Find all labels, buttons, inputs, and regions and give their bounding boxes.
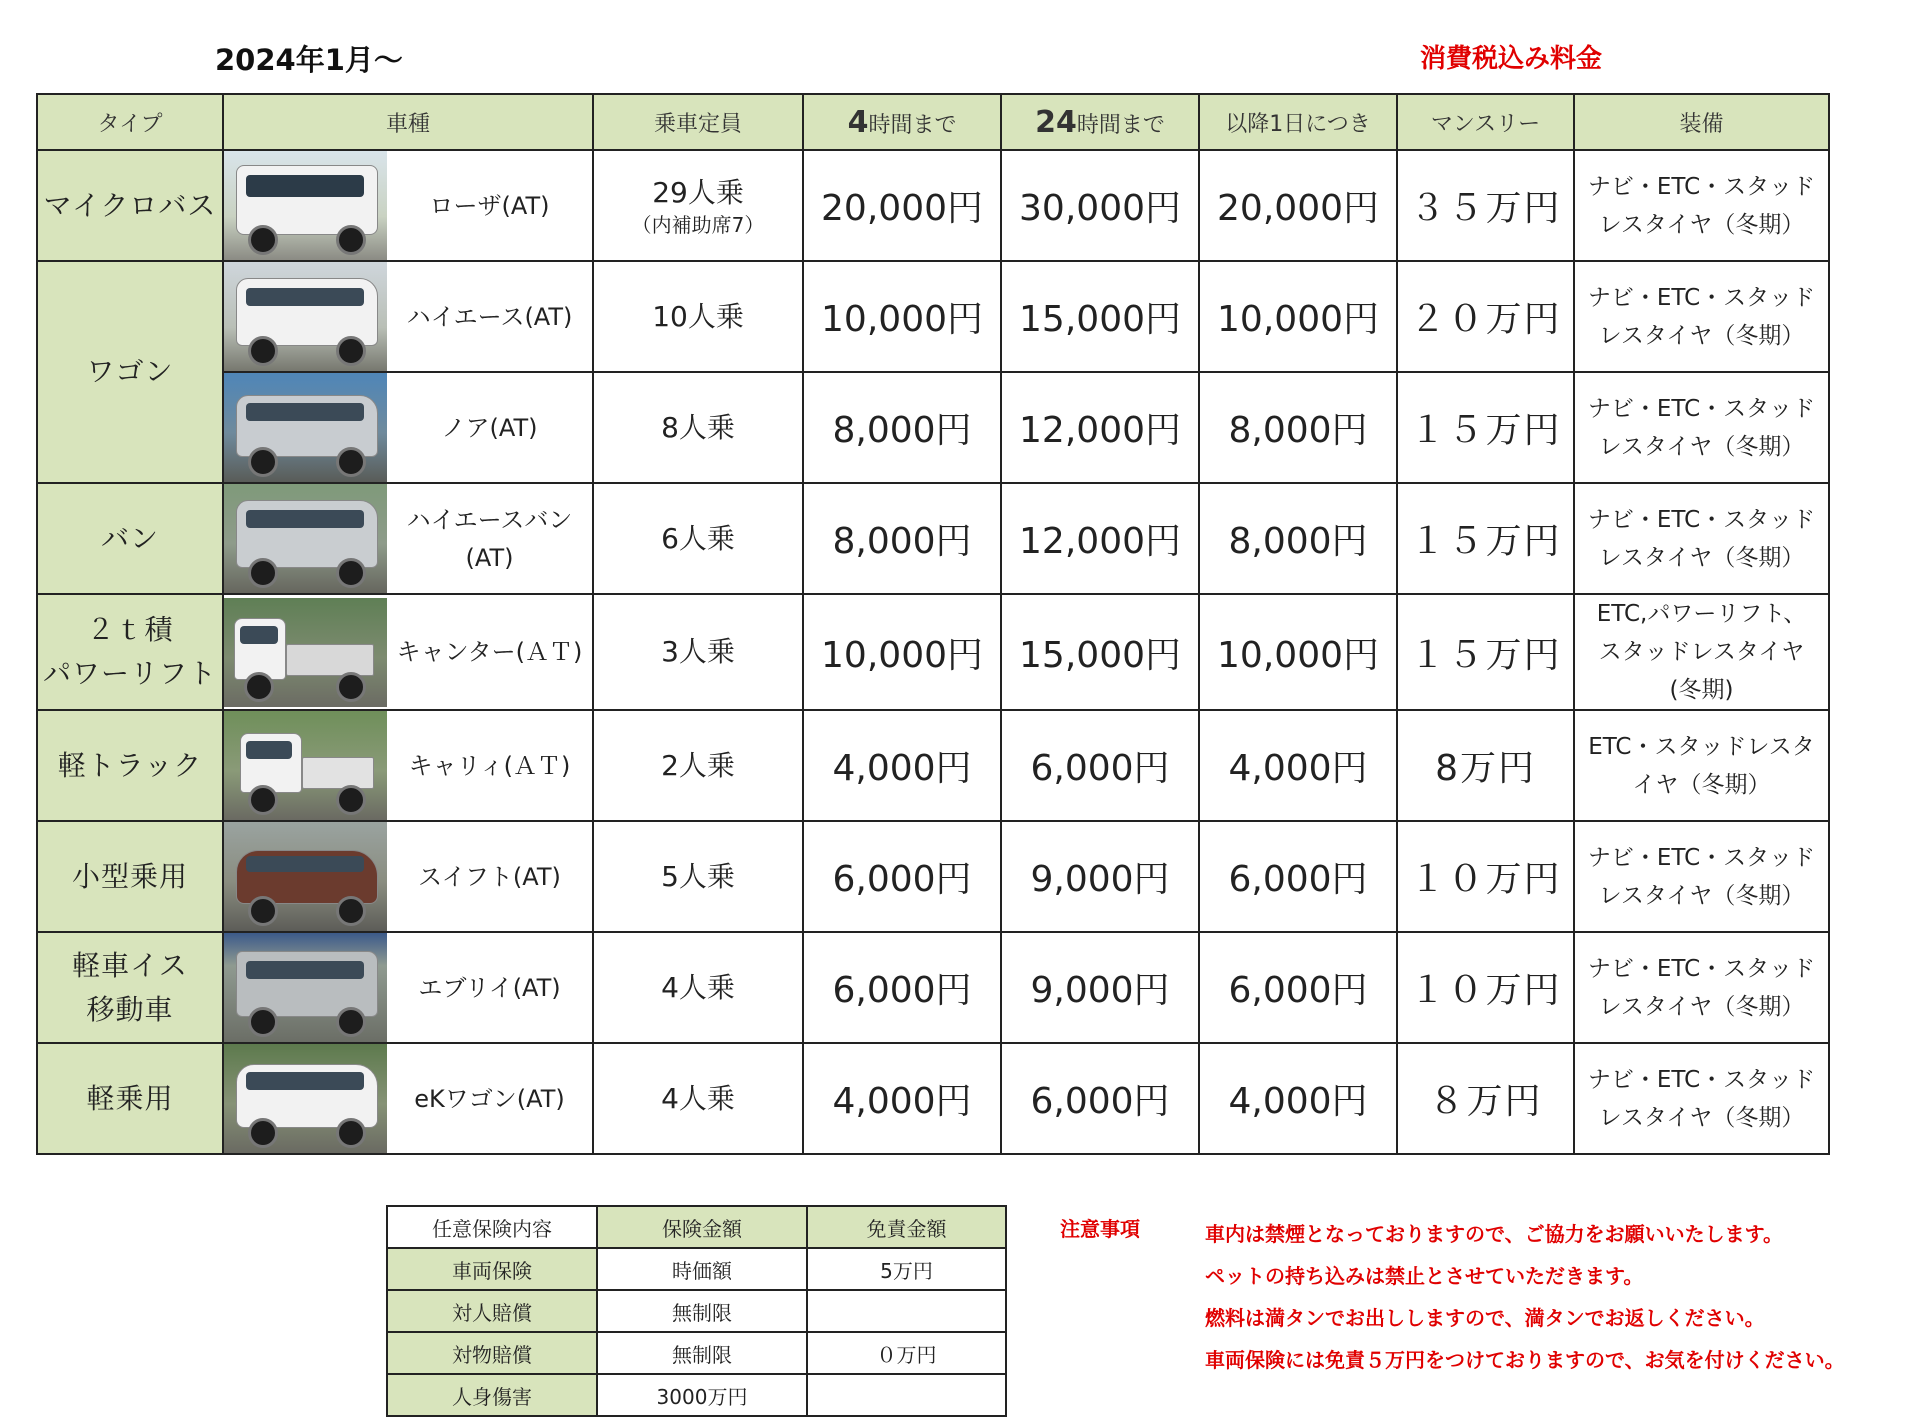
price-monthly: ２０万円 <box>1397 261 1574 372</box>
price-24h: 15,000円 <box>1001 594 1199 710</box>
header-model: 車種 <box>223 94 593 150</box>
note-line: 燃料は満タンでお出ししますので、満タンでお返しください。 <box>1205 1306 1765 1330</box>
model-name: エブリイ(AT) <box>387 932 593 1043</box>
equipment: ナビ・ETC・スタッド レスタイヤ（冬期） <box>1574 483 1829 594</box>
type-cell: ワゴン <box>37 261 223 483</box>
vehicle-photo <box>223 1043 387 1154</box>
table-row <box>37 372 1829 483</box>
price-extra-day: 4,000円 <box>1199 710 1397 821</box>
type-cell: 軽トラック <box>37 710 223 821</box>
price-24h: 30,000円 <box>1001 150 1199 261</box>
vehicle-photo <box>223 821 387 932</box>
insurance-item: 人身傷害 <box>387 1374 597 1416</box>
vehicle-photo <box>223 372 387 483</box>
capacity: 4人乗 <box>593 1043 803 1154</box>
capacity: 10人乗 <box>593 261 803 372</box>
insurance-item: 対人賠償 <box>387 1290 597 1332</box>
insurance-header-item: 任意保険内容 <box>387 1206 597 1248</box>
vehicle-photo <box>223 710 387 821</box>
price-extra-day: 6,000円 <box>1199 821 1397 932</box>
type-cell: 軽乗用 <box>37 1043 223 1154</box>
price-monthly: １５万円 <box>1397 372 1574 483</box>
note-line: 車内は禁煙となっておりますので、ご協力をお願いいたします。 <box>1205 1222 1783 1246</box>
table-header-row <box>37 94 1829 150</box>
price-monthly: 8万円 <box>1397 710 1574 821</box>
vehicle-photo <box>223 150 387 261</box>
table-row <box>37 710 1829 821</box>
date-heading: 2024年1月～ <box>215 43 403 77</box>
price-monthly: ８万円 <box>1397 1043 1574 1154</box>
price-monthly: １０万円 <box>1397 932 1574 1043</box>
price-24h: 15,000円 <box>1001 261 1199 372</box>
price-monthly: １５万円 <box>1397 483 1574 594</box>
insurance-amount: 無制限 <box>597 1290 807 1332</box>
model-name: ハイエース(AT) <box>387 261 593 372</box>
equipment: ナビ・ETC・スタッド レスタイヤ（冬期） <box>1574 932 1829 1043</box>
price-extra-day: 20,000円 <box>1199 150 1397 261</box>
vehicle-photo <box>223 483 387 594</box>
equipment: ナビ・ETC・スタッド レスタイヤ（冬期） <box>1574 150 1829 261</box>
insurance-item: 車両保険 <box>387 1248 597 1290</box>
model-name: eKワゴン(AT) <box>387 1043 593 1154</box>
vehicle-photo <box>223 594 387 710</box>
vehicle-photo <box>223 261 387 372</box>
insurance-row <box>387 1248 1006 1290</box>
price-monthly: １５万円 <box>1397 594 1574 710</box>
insurance-item: 対物賠償 <box>387 1332 597 1374</box>
table-row <box>37 261 1829 372</box>
price-extra-day: 10,000円 <box>1199 594 1397 710</box>
price-24h: 12,000円 <box>1001 483 1199 594</box>
price-monthly: １０万円 <box>1397 821 1574 932</box>
price-4h: 20,000円 <box>803 150 1001 261</box>
model-name: キャンター(ＡＴ) <box>387 594 593 710</box>
table-row <box>37 483 1829 594</box>
type-cell: ２ｔ積 パワーリフト <box>37 594 223 710</box>
price-24h: 12,000円 <box>1001 372 1199 483</box>
price-4h: 4,000円 <box>803 710 1001 821</box>
insurance-table <box>386 1205 1007 1417</box>
price-monthly: ３５万円 <box>1397 150 1574 261</box>
price-24h: 6,000円 <box>1001 710 1199 821</box>
insurance-deductible: 5万円 <box>807 1248 1006 1290</box>
header-extra-day: 以降1日につき <box>1199 94 1397 150</box>
table-row <box>37 150 1829 261</box>
price-4h: 8,000円 <box>803 483 1001 594</box>
table-row <box>37 1043 1829 1154</box>
model-name: スイフト(AT) <box>387 821 593 932</box>
insurance-amount: 時価額 <box>597 1248 807 1290</box>
table-row <box>37 932 1829 1043</box>
insurance-header-row <box>387 1206 1006 1248</box>
price-extra-day: 10,000円 <box>1199 261 1397 372</box>
insurance-header-amount: 保険金額 <box>597 1206 807 1248</box>
type-cell: 軽車イス 移動車 <box>37 932 223 1043</box>
notes-label: 注意事項 <box>1060 1217 1140 1241</box>
price-24h: 6,000円 <box>1001 1043 1199 1154</box>
type-cell: マイクロバス <box>37 150 223 261</box>
capacity: 4人乗 <box>593 932 803 1043</box>
equipment: ナビ・ETC・スタッド レスタイヤ（冬期） <box>1574 261 1829 372</box>
equipment: ETC,パワーリフト、 スタッドレスタイヤ (冬期) <box>1574 594 1829 710</box>
price-extra-day: 4,000円 <box>1199 1043 1397 1154</box>
price-4h: 8,000円 <box>803 372 1001 483</box>
price-extra-day: 8,000円 <box>1199 372 1397 483</box>
header-capacity: 乗車定員 <box>593 94 803 150</box>
table-row <box>37 821 1829 932</box>
header-4h: 4時間まで <box>803 94 1001 150</box>
equipment: ETC・スタッドレスタ イヤ（冬期） <box>1574 710 1829 821</box>
header-type: タイプ <box>37 94 223 150</box>
vehicle-photo <box>223 932 387 1043</box>
equipment: ナビ・ETC・スタッド レスタイヤ（冬期） <box>1574 1043 1829 1154</box>
capacity: 5人乗 <box>593 821 803 932</box>
price-4h: 10,000円 <box>803 594 1001 710</box>
price-24h: 9,000円 <box>1001 932 1199 1043</box>
header-equipment: 装備 <box>1574 94 1829 150</box>
capacity: 8人乗 <box>593 372 803 483</box>
capacity: 6人乗 <box>593 483 803 594</box>
type-cell: 小型乗用 <box>37 821 223 932</box>
capacity: 2人乗 <box>593 710 803 821</box>
price-4h: 6,000円 <box>803 821 1001 932</box>
price-extra-day: 8,000円 <box>1199 483 1397 594</box>
capacity: 3人乗 <box>593 594 803 710</box>
equipment: ナビ・ETC・スタッド レスタイヤ（冬期） <box>1574 372 1829 483</box>
header-24h: 24時間まで <box>1001 94 1199 150</box>
insurance-amount: 無制限 <box>597 1332 807 1374</box>
model-name: キャリィ(ＡＴ) <box>387 710 593 821</box>
equipment: ナビ・ETC・スタッド レスタイヤ（冬期） <box>1574 821 1829 932</box>
model-name: ローザ(AT) <box>387 150 593 261</box>
price-4h: 10,000円 <box>803 261 1001 372</box>
insurance-deductible: ０万円 <box>807 1332 1006 1374</box>
type-cell: バン <box>37 483 223 594</box>
model-name: ハイエースバン (AT) <box>387 483 593 594</box>
tax-note: 消費税込み料金 <box>1420 44 1603 74</box>
price-24h: 9,000円 <box>1001 821 1199 932</box>
note-line: 車両保険には免責５万円をつけておりますので、お気を付けください。 <box>1205 1348 1845 1372</box>
insurance-row <box>387 1290 1006 1332</box>
note-line: ペットの持ち込みは禁止とさせていただきます。 <box>1205 1264 1644 1288</box>
rental-price-table <box>36 93 1830 1155</box>
model-name: ノア(AT) <box>387 372 593 483</box>
table-row <box>37 594 1829 710</box>
price-4h: 4,000円 <box>803 1043 1001 1154</box>
insurance-row <box>387 1332 1006 1374</box>
notes-list <box>1205 1213 1845 1381</box>
price-4h: 6,000円 <box>803 932 1001 1043</box>
insurance-amount: 3000万円 <box>597 1374 807 1416</box>
insurance-row <box>387 1374 1006 1416</box>
insurance-header-deductible: 免責金額 <box>807 1206 1006 1248</box>
capacity: 29人乗 （内補助席7） <box>593 150 803 261</box>
insurance-deductible <box>807 1374 1006 1416</box>
price-extra-day: 6,000円 <box>1199 932 1397 1043</box>
header-monthly: マンスリー <box>1397 94 1574 150</box>
insurance-deductible <box>807 1290 1006 1332</box>
